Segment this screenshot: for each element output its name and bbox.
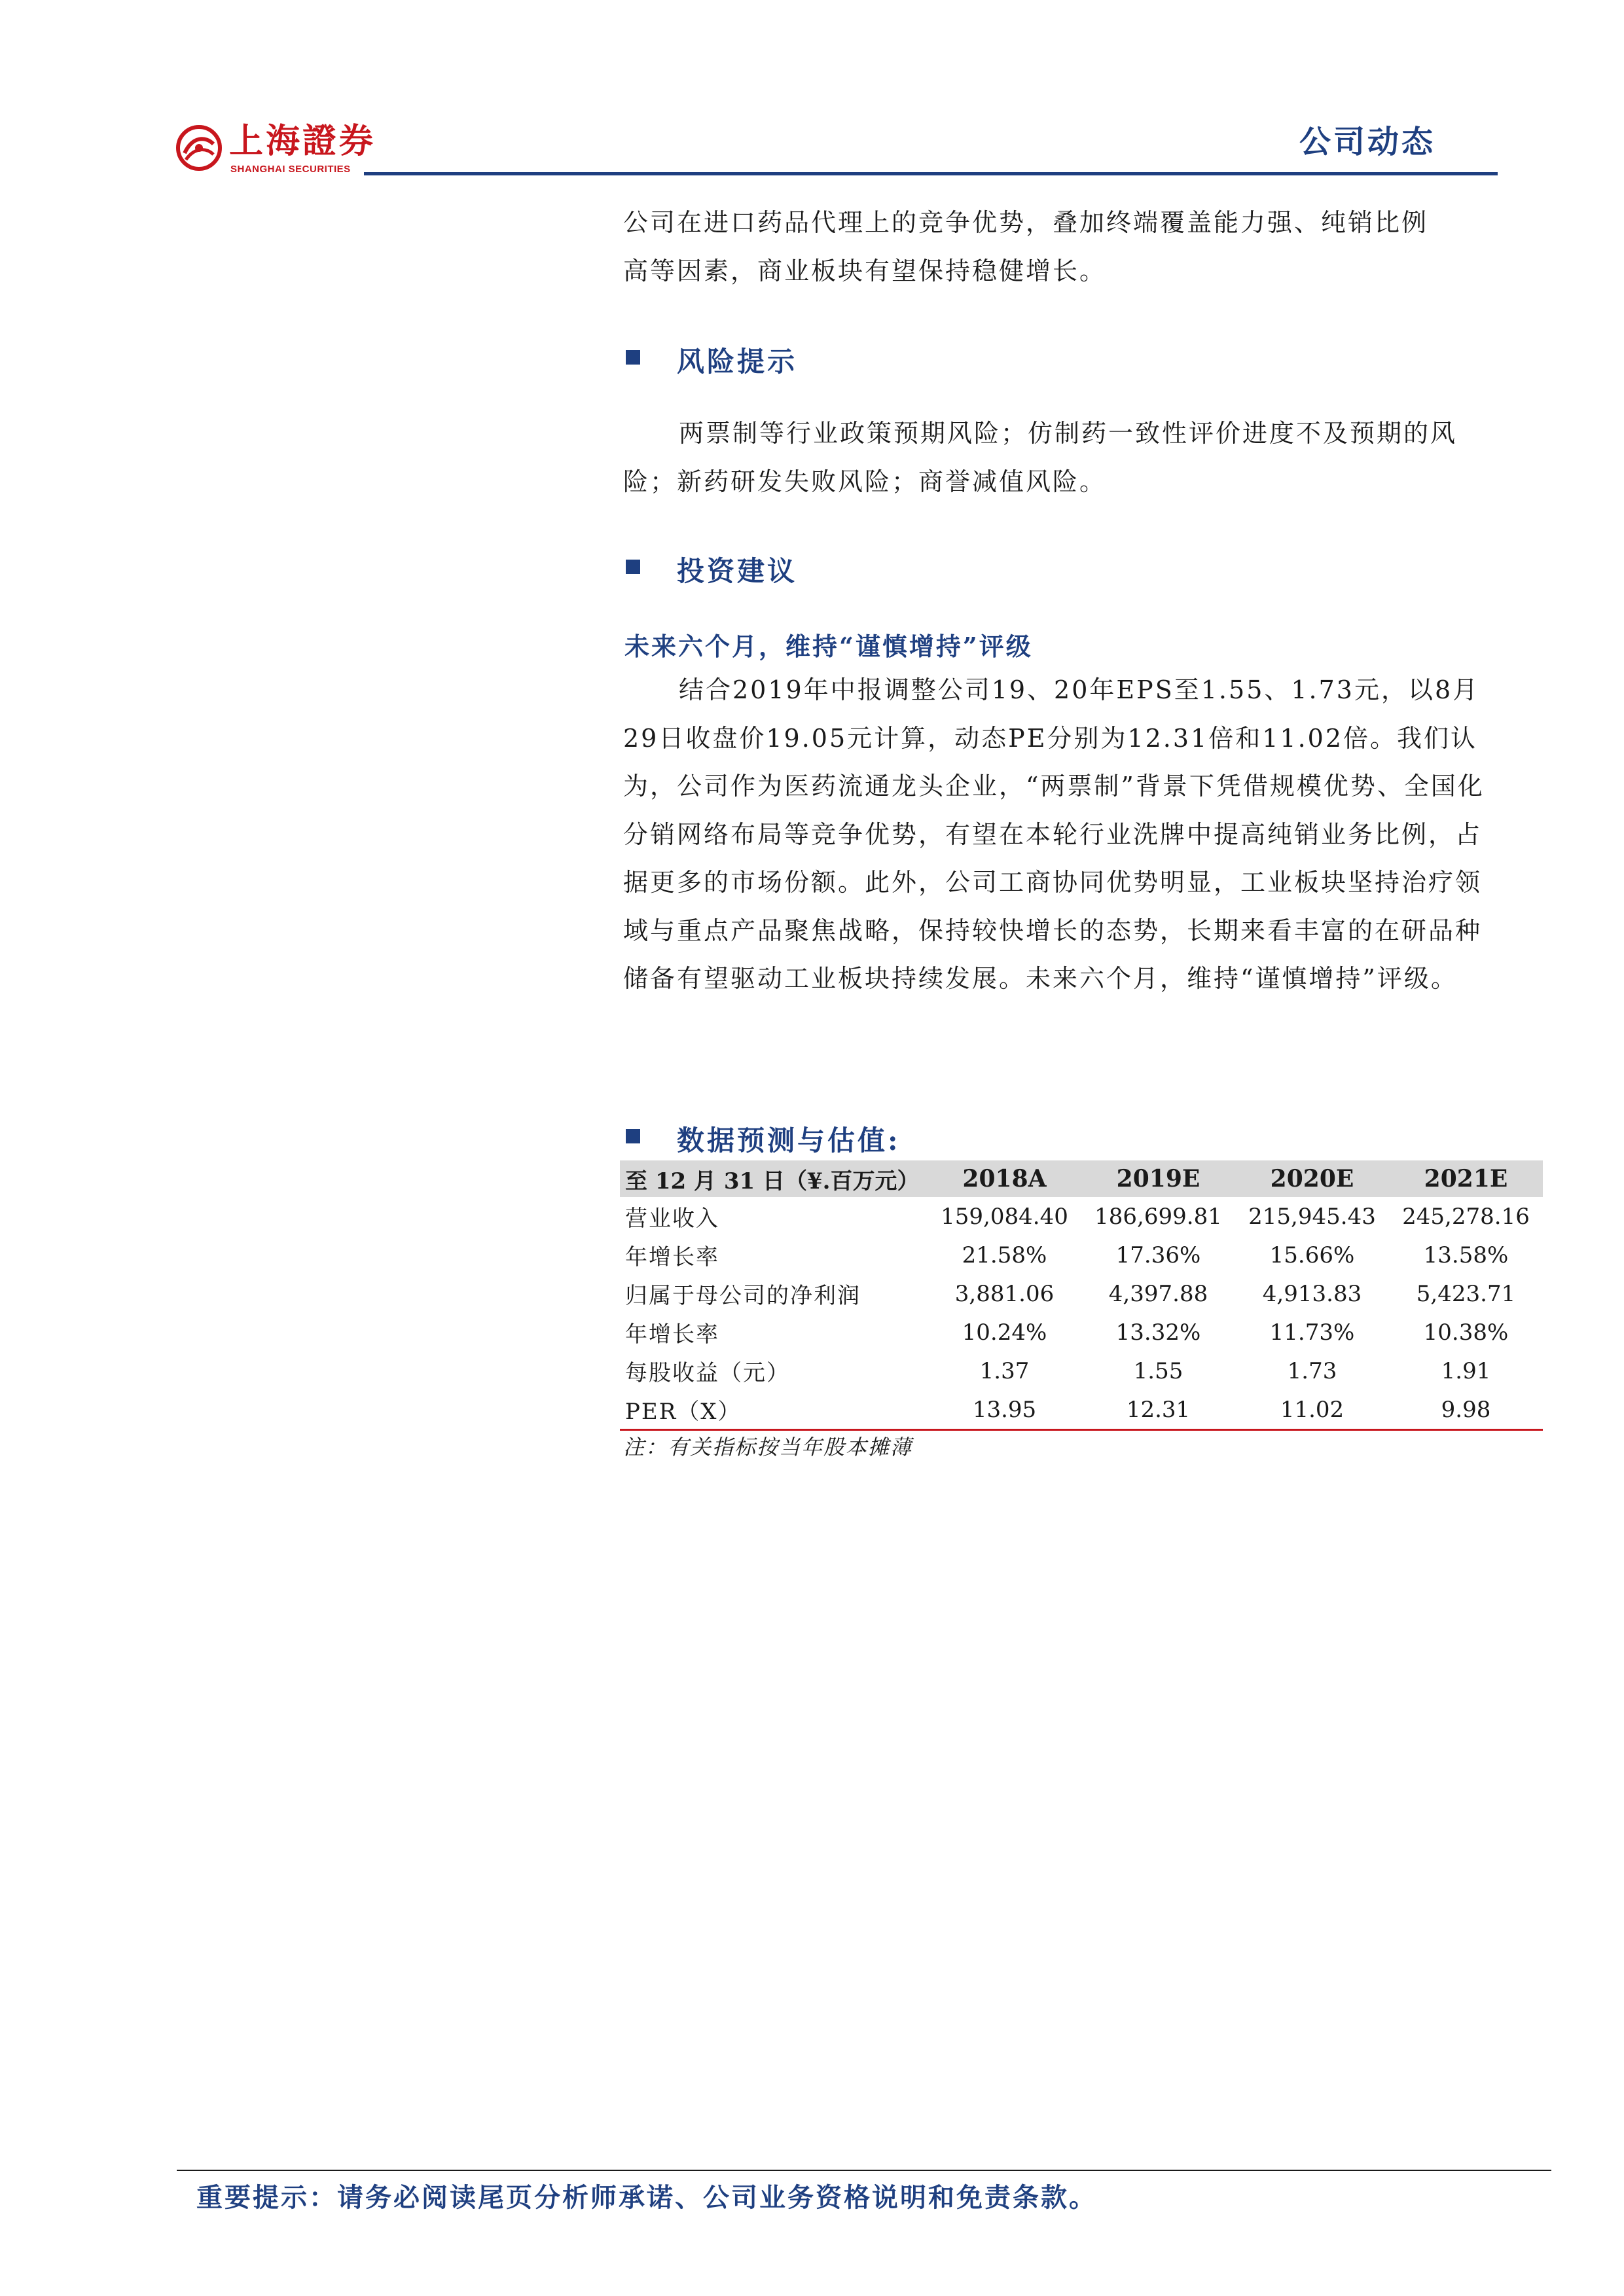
column-header: 至 12 月 31 日（¥.百万元） — [620, 1160, 928, 1197]
table-cell: 215,945.43 — [1248, 1203, 1376, 1230]
footer-divider — [177, 2170, 1551, 2171]
table-cell: 13.32% — [1115, 1319, 1201, 1346]
row-label: 每股收益（元） — [625, 1360, 790, 1386]
table-cell: 11.02 — [1235, 1390, 1389, 1430]
company-logo — [175, 120, 376, 179]
intro-paragraph — [623, 199, 1490, 295]
table-cell: 15.66% — [1269, 1242, 1355, 1268]
bullet-square-icon — [626, 560, 640, 574]
table-row — [620, 1352, 1543, 1390]
page-category-title: 公司动态 — [1299, 124, 1436, 160]
table-cell: 5,423.71 — [1416, 1280, 1516, 1307]
bullet-square-icon — [626, 1129, 640, 1143]
table-cell: 11.73% — [1269, 1319, 1355, 1346]
table-header-row — [620, 1160, 1543, 1197]
column-header: 2020E — [1235, 1160, 1389, 1197]
investment-text: 结合2019年中报调整公司19、20年EPS至1.55、1.73元，以8月29日收盘价19.05元计算，动态PE分别为12.31倍和11.02倍。我们认为，公司作为医药流通龙头企业，“两票制”背景下凭借规模优势、全国化分销网络布局等竞争优势，有望在本轮行业洗牌中提高纯销业务比例，占据更多的市场份额。此外，公司工商协同优势明显，工业板块坚持治疗领域与重点产品聚焦战略，保持较快增长的态势，长期来看丰富的在研品种储备有望驱动工业板块持续发展。未来六个月，维持“谨慎增持”评级。 — [623, 675, 1485, 993]
column-header: 2018A — [928, 1160, 1081, 1197]
row-label: 归属于母公司的净利润 — [625, 1283, 861, 1309]
table-cell: 9.98 — [1389, 1390, 1543, 1430]
forecast-table — [620, 1160, 1543, 1431]
risk-section-heading — [626, 340, 797, 380]
row-label: 年增长率 — [625, 1244, 719, 1270]
table-row — [620, 1390, 1543, 1430]
table-cell: 4,397.88 — [1108, 1280, 1208, 1307]
forecast-title: 数据预测与估值: — [677, 1124, 901, 1157]
logo-emblem-icon — [175, 124, 223, 171]
table-cell: 1.91 — [1441, 1357, 1491, 1384]
disclaimer-notice: 重要提示：请务必阅读尾页分析师承诺、公司业务资格说明和免责条款。 — [196, 2182, 1097, 2213]
risk-title: 风险提示 — [677, 346, 798, 378]
table-cell: 245,278.16 — [1402, 1203, 1530, 1230]
table-cell: 10.24% — [962, 1319, 1047, 1346]
bullet-square-icon — [626, 350, 640, 365]
intro-line-1: 公司在进口药品代理上的竞争优势，叠加终端覆盖能力强、纯销比例 — [623, 208, 1429, 237]
rating-subheading: 未来六个月，维持“谨慎增持”评级 — [624, 632, 1033, 661]
intro-line-2: 高等因素，商业板块有望保持稳健增长。 — [623, 256, 1107, 285]
table-cell: 17.36% — [1115, 1242, 1201, 1268]
risk-text: 两票制等行业政策预期风险；仿制药一致性评价进度不及预期的风险；新药研发失败风险；商誉减值风险。 — [623, 419, 1458, 496]
table-row — [620, 1236, 1543, 1274]
risk-paragraph — [623, 410, 1490, 506]
table-cell: 1.37 — [979, 1357, 1030, 1384]
forecast-table-container — [620, 1160, 1543, 1431]
table-cell: 13.95 — [928, 1390, 1081, 1430]
row-label: PER（X） — [620, 1390, 928, 1430]
column-header: 2021E — [1389, 1160, 1543, 1197]
forecast-section-heading — [626, 1119, 901, 1158]
table-cell: 1.55 — [1133, 1357, 1183, 1384]
table-row — [620, 1274, 1543, 1313]
row-label: 营业收入 — [625, 1206, 719, 1232]
table-note: 注：有关指标按当年股本摊薄 — [623, 1435, 913, 1460]
table-cell: 13.58% — [1423, 1242, 1509, 1268]
table-cell: 12.31 — [1081, 1390, 1235, 1430]
investment-title: 投资建议 — [677, 555, 798, 587]
header-divider — [364, 172, 1498, 175]
table-row — [620, 1197, 1543, 1236]
table-cell: 159,084.40 — [941, 1203, 1068, 1230]
table-cell: 10.38% — [1423, 1319, 1509, 1346]
table-row — [620, 1313, 1543, 1352]
table-cell: 1.73 — [1287, 1357, 1337, 1384]
investment-paragraph — [623, 666, 1490, 1003]
logo-chinese-text: 上海證券 — [229, 121, 376, 161]
table-cell: 186,699.81 — [1094, 1203, 1222, 1230]
investment-section-heading — [626, 550, 797, 589]
row-label: 年增长率 — [625, 1321, 719, 1348]
column-header: 2019E — [1081, 1160, 1235, 1197]
table-cell: 4,913.83 — [1262, 1280, 1362, 1307]
logo-english-text: SHANGHAI SECURITIES — [230, 164, 351, 175]
table-cell: 3,881.06 — [954, 1280, 1055, 1307]
table-cell: 21.58% — [962, 1242, 1047, 1268]
